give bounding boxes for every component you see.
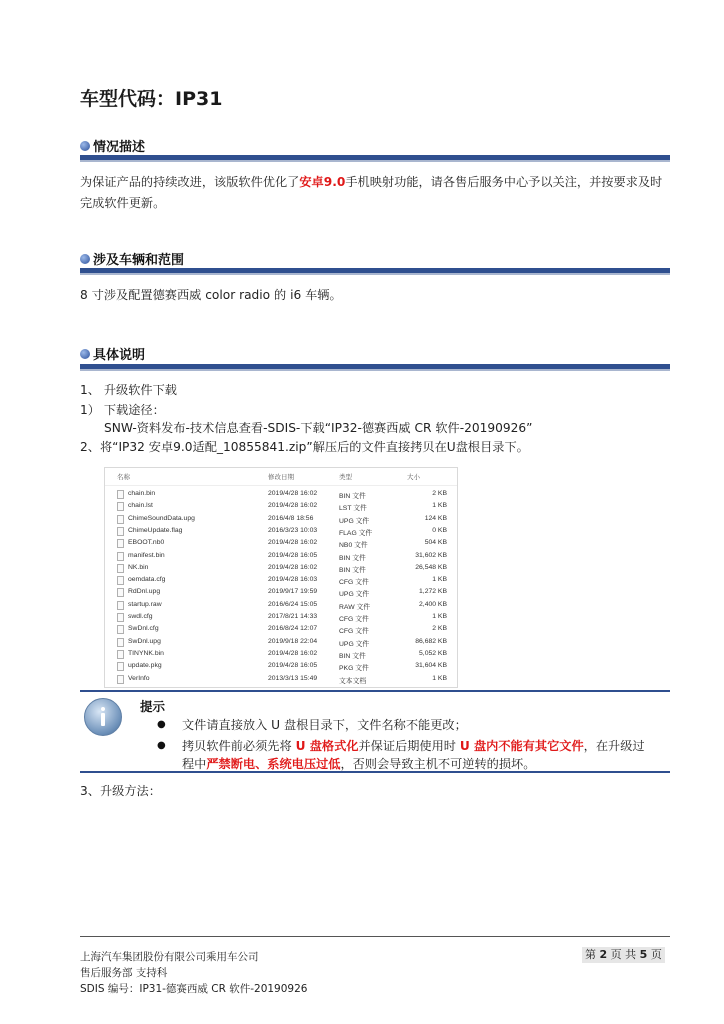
- header-name: 名称: [117, 474, 130, 481]
- file-icon: [117, 502, 124, 511]
- file-type: PKG 文件: [339, 665, 369, 673]
- section-heading-situation: [80, 136, 145, 155]
- file-date: 2016/8/24 12:07: [268, 625, 318, 633]
- file-row: [105, 538, 457, 550]
- warning-text: 严禁断电、系统电压过低: [206, 757, 341, 771]
- file-name: SwDnl.upg: [128, 637, 161, 645]
- section-heading-text: 具体说明: [93, 348, 146, 363]
- page-title: 车型代码：IP31: [80, 88, 223, 110]
- section-divider: [80, 268, 670, 275]
- file-type: FLAG 文件: [339, 529, 373, 537]
- file-row: [105, 526, 457, 538]
- header-type: 类型: [339, 474, 352, 481]
- file-row: [105, 575, 457, 587]
- file-date: 2019/4/28 16:02: [268, 502, 318, 510]
- footer-dept: 售后服务部 支持科: [80, 967, 168, 979]
- section-divider: [80, 155, 670, 162]
- file-name: startup.raw: [128, 600, 162, 608]
- file-name: VerInfo: [128, 674, 150, 682]
- scope-paragraph: 8 寸涉及配置德赛西威 color radio 的 i6 车辆。: [80, 288, 342, 302]
- tip-top-border: [80, 690, 670, 692]
- situation-paragraph: [80, 172, 672, 214]
- info-icon: [84, 698, 122, 736]
- file-type: LST 文件: [339, 505, 367, 513]
- file-icon: [117, 564, 124, 573]
- file-date: 2016/4/8 18:56: [268, 514, 314, 522]
- file-date: 2019/4/28 16:02: [268, 649, 318, 657]
- file-list-header: [105, 472, 457, 486]
- file-name: TINYNK.bin: [128, 649, 164, 657]
- file-icon: [117, 601, 124, 610]
- warning-text: U 盘格式化: [295, 739, 359, 753]
- file-size: 124 KB: [424, 514, 447, 522]
- file-date: 2017/8/21 14:33: [268, 613, 318, 620]
- header-separator: [105, 485, 457, 486]
- file-date: 2013/3/13 15:49: [268, 674, 318, 682]
- file-icon: [117, 662, 124, 671]
- file-size: 2 KB: [432, 490, 447, 497]
- text-span: ，在升级过: [583, 739, 645, 753]
- file-name: EBOOT.nb0: [128, 539, 165, 547]
- file-size: 31,602 KB: [415, 551, 447, 559]
- file-type: BIN 文件: [339, 554, 366, 562]
- file-size: 86,682 KB: [415, 637, 447, 645]
- file-type: 文本文档: [339, 677, 367, 685]
- file-icon: [117, 650, 124, 659]
- file-icon: [117, 588, 124, 597]
- file-row: [105, 551, 457, 563]
- text-span: 程中: [182, 757, 207, 771]
- file-row: [105, 612, 457, 624]
- file-date: 2019/4/28 16:02: [268, 563, 318, 571]
- file-type: BIN 文件: [339, 652, 366, 660]
- file-size: 1 KB: [432, 576, 447, 584]
- file-date: 2019/9/18 22:04: [268, 637, 318, 645]
- tip-title: 提示: [140, 699, 166, 714]
- file-row: [105, 649, 457, 661]
- header-size: 大小: [407, 474, 420, 481]
- file-icon: [117, 613, 124, 622]
- footer-divider: [80, 936, 670, 937]
- file-icon: [117, 552, 124, 561]
- file-type: UPG 文件: [339, 591, 370, 599]
- file-list-screenshot: [104, 467, 458, 688]
- file-type: CFG 文件: [339, 616, 369, 623]
- file-type: BIN 文件: [339, 566, 366, 574]
- file-name: oemdata.cfg: [128, 576, 166, 584]
- warning-text: U 盘内不能有其它文件: [459, 739, 584, 753]
- file-name: update.pkg: [128, 662, 162, 670]
- section-heading-details: [80, 344, 145, 363]
- section-heading-text: 涉及车辆和范围: [93, 253, 185, 268]
- section-bullet-icon: [80, 349, 90, 359]
- file-date: 2019/4/28 16:05: [268, 551, 318, 559]
- file-size: 31,604 KB: [415, 662, 447, 670]
- file-icon: [117, 539, 124, 548]
- file-name: ChimeSoundData.upg: [128, 514, 195, 522]
- file-icon: [117, 625, 124, 634]
- file-icon: [117, 675, 124, 684]
- file-size: 26,548 KB: [415, 563, 447, 571]
- file-date: 2016/6/24 15:05: [268, 600, 318, 608]
- header-date: 修改日期: [268, 474, 294, 481]
- section-heading-scope: [80, 249, 184, 268]
- page-prefix: 第: [585, 948, 596, 961]
- details-line-4: 2、将“IP32 安卓9.0适配_10855841.zip”解压后的文件直接拷贝在U盘根目录下。: [80, 440, 529, 454]
- file-row: [105, 600, 457, 612]
- file-size: 1 KB: [432, 502, 447, 510]
- footer-company: 上海汽车集团股份有限公司乘用车公司: [80, 951, 259, 963]
- highlight-text: 安卓9.0: [299, 175, 346, 189]
- page-total: 5: [639, 948, 648, 961]
- file-size: 0 KB: [432, 526, 447, 534]
- details-line-5: 3、升级方法：: [80, 784, 161, 798]
- file-name: RdDnl.upg: [128, 588, 161, 596]
- file-row: [105, 489, 457, 501]
- file-type: CFG 文件: [339, 579, 369, 587]
- file-date: 2019/4/28 16:02: [268, 539, 318, 547]
- file-type: UPG 文件: [339, 640, 370, 648]
- file-name: ChimeUpdate.flag: [128, 526, 183, 534]
- file-type: NB0 文件: [339, 542, 368, 550]
- page-mid: 页 共: [610, 948, 637, 961]
- file-row: [105, 563, 457, 575]
- section-bullet-icon: [80, 254, 90, 264]
- file-name: SwDnl.cfg: [128, 625, 159, 633]
- tip-bottom-border: [80, 771, 670, 773]
- page-indicator: [582, 947, 665, 963]
- text-span: 拷贝软件前必须先将: [182, 739, 296, 753]
- page-number: 2: [599, 948, 608, 961]
- file-row: [105, 637, 457, 649]
- file-row: [105, 514, 457, 526]
- bullet-icon: ●: [157, 740, 166, 751]
- file-name: manifest.bin: [128, 551, 165, 559]
- file-name: swdl.cfg: [128, 613, 153, 620]
- details-line-1: 1、 升级软件下载: [80, 383, 177, 397]
- file-date: 2019/4/28 16:02: [268, 490, 318, 497]
- file-size: 5,052 KB: [419, 649, 447, 657]
- file-row: [105, 501, 457, 513]
- bullet-icon: ●: [157, 719, 166, 730]
- file-icon: [117, 515, 124, 524]
- text-span: 手机映射功能，请各售后服务中心予以关注，并按要求及时完成软件更新。: [80, 175, 663, 210]
- file-icon: [117, 490, 124, 499]
- file-type: UPG 文件: [339, 517, 370, 525]
- text-span: ，否则会导致主机不可逆转的损坏。: [340, 757, 536, 771]
- file-size: 1 KB: [432, 674, 447, 682]
- details-line-2: 1） 下载途径：: [80, 403, 165, 417]
- details-line-3: SNW-资料发布-技术信息查看-SDIS-下载“IP32-德赛西威 CR 软件-20190926”: [104, 421, 533, 435]
- file-row: [105, 661, 457, 673]
- file-row: [105, 587, 457, 599]
- text-span: 为保证产品的持续改进，该版软件优化了: [80, 175, 300, 189]
- file-date: 2016/3/23 10:03: [268, 526, 318, 534]
- text-span: 并保证后期使用时: [358, 739, 460, 753]
- file-type: CFG 文件: [339, 628, 369, 636]
- file-type: RAW 文件: [339, 603, 371, 611]
- file-size: 2 KB: [432, 625, 447, 633]
- file-size: 504 KB: [424, 539, 447, 547]
- file-icon: [117, 576, 124, 585]
- section-heading-text: 情况描述: [93, 140, 146, 155]
- section-bullet-icon: [80, 141, 90, 151]
- file-size: 2,400 KB: [419, 600, 447, 608]
- file-name: NK.bin: [128, 563, 149, 571]
- file-date: 2019/4/28 16:03: [268, 576, 318, 584]
- file-name: chain.bin: [128, 490, 156, 497]
- file-row: [105, 674, 457, 686]
- file-size: 1 KB: [432, 613, 447, 620]
- file-date: 2019/4/28 16:05: [268, 662, 318, 670]
- file-icon: [117, 527, 124, 536]
- tip-bullet-1: 文件请直接放入 U 盘根目录下，文件名称不能更改；: [182, 718, 467, 732]
- file-type: BIN 文件: [339, 493, 366, 500]
- file-icon: [117, 638, 124, 647]
- file-name: chain.lst: [128, 502, 153, 510]
- file-date: 2019/9/17 19:59: [268, 588, 318, 596]
- section-divider: [80, 364, 670, 371]
- tip-bullet-2-line-1: [182, 737, 645, 754]
- file-row: [105, 624, 457, 636]
- page-suffix: 页: [650, 948, 662, 961]
- tip-bullet-2-line-2: [182, 755, 535, 772]
- file-size: 1,272 KB: [419, 588, 447, 596]
- footer-sdis: SDIS 编号：IP31-德赛西威 CR 软件-20190926: [80, 983, 308, 995]
